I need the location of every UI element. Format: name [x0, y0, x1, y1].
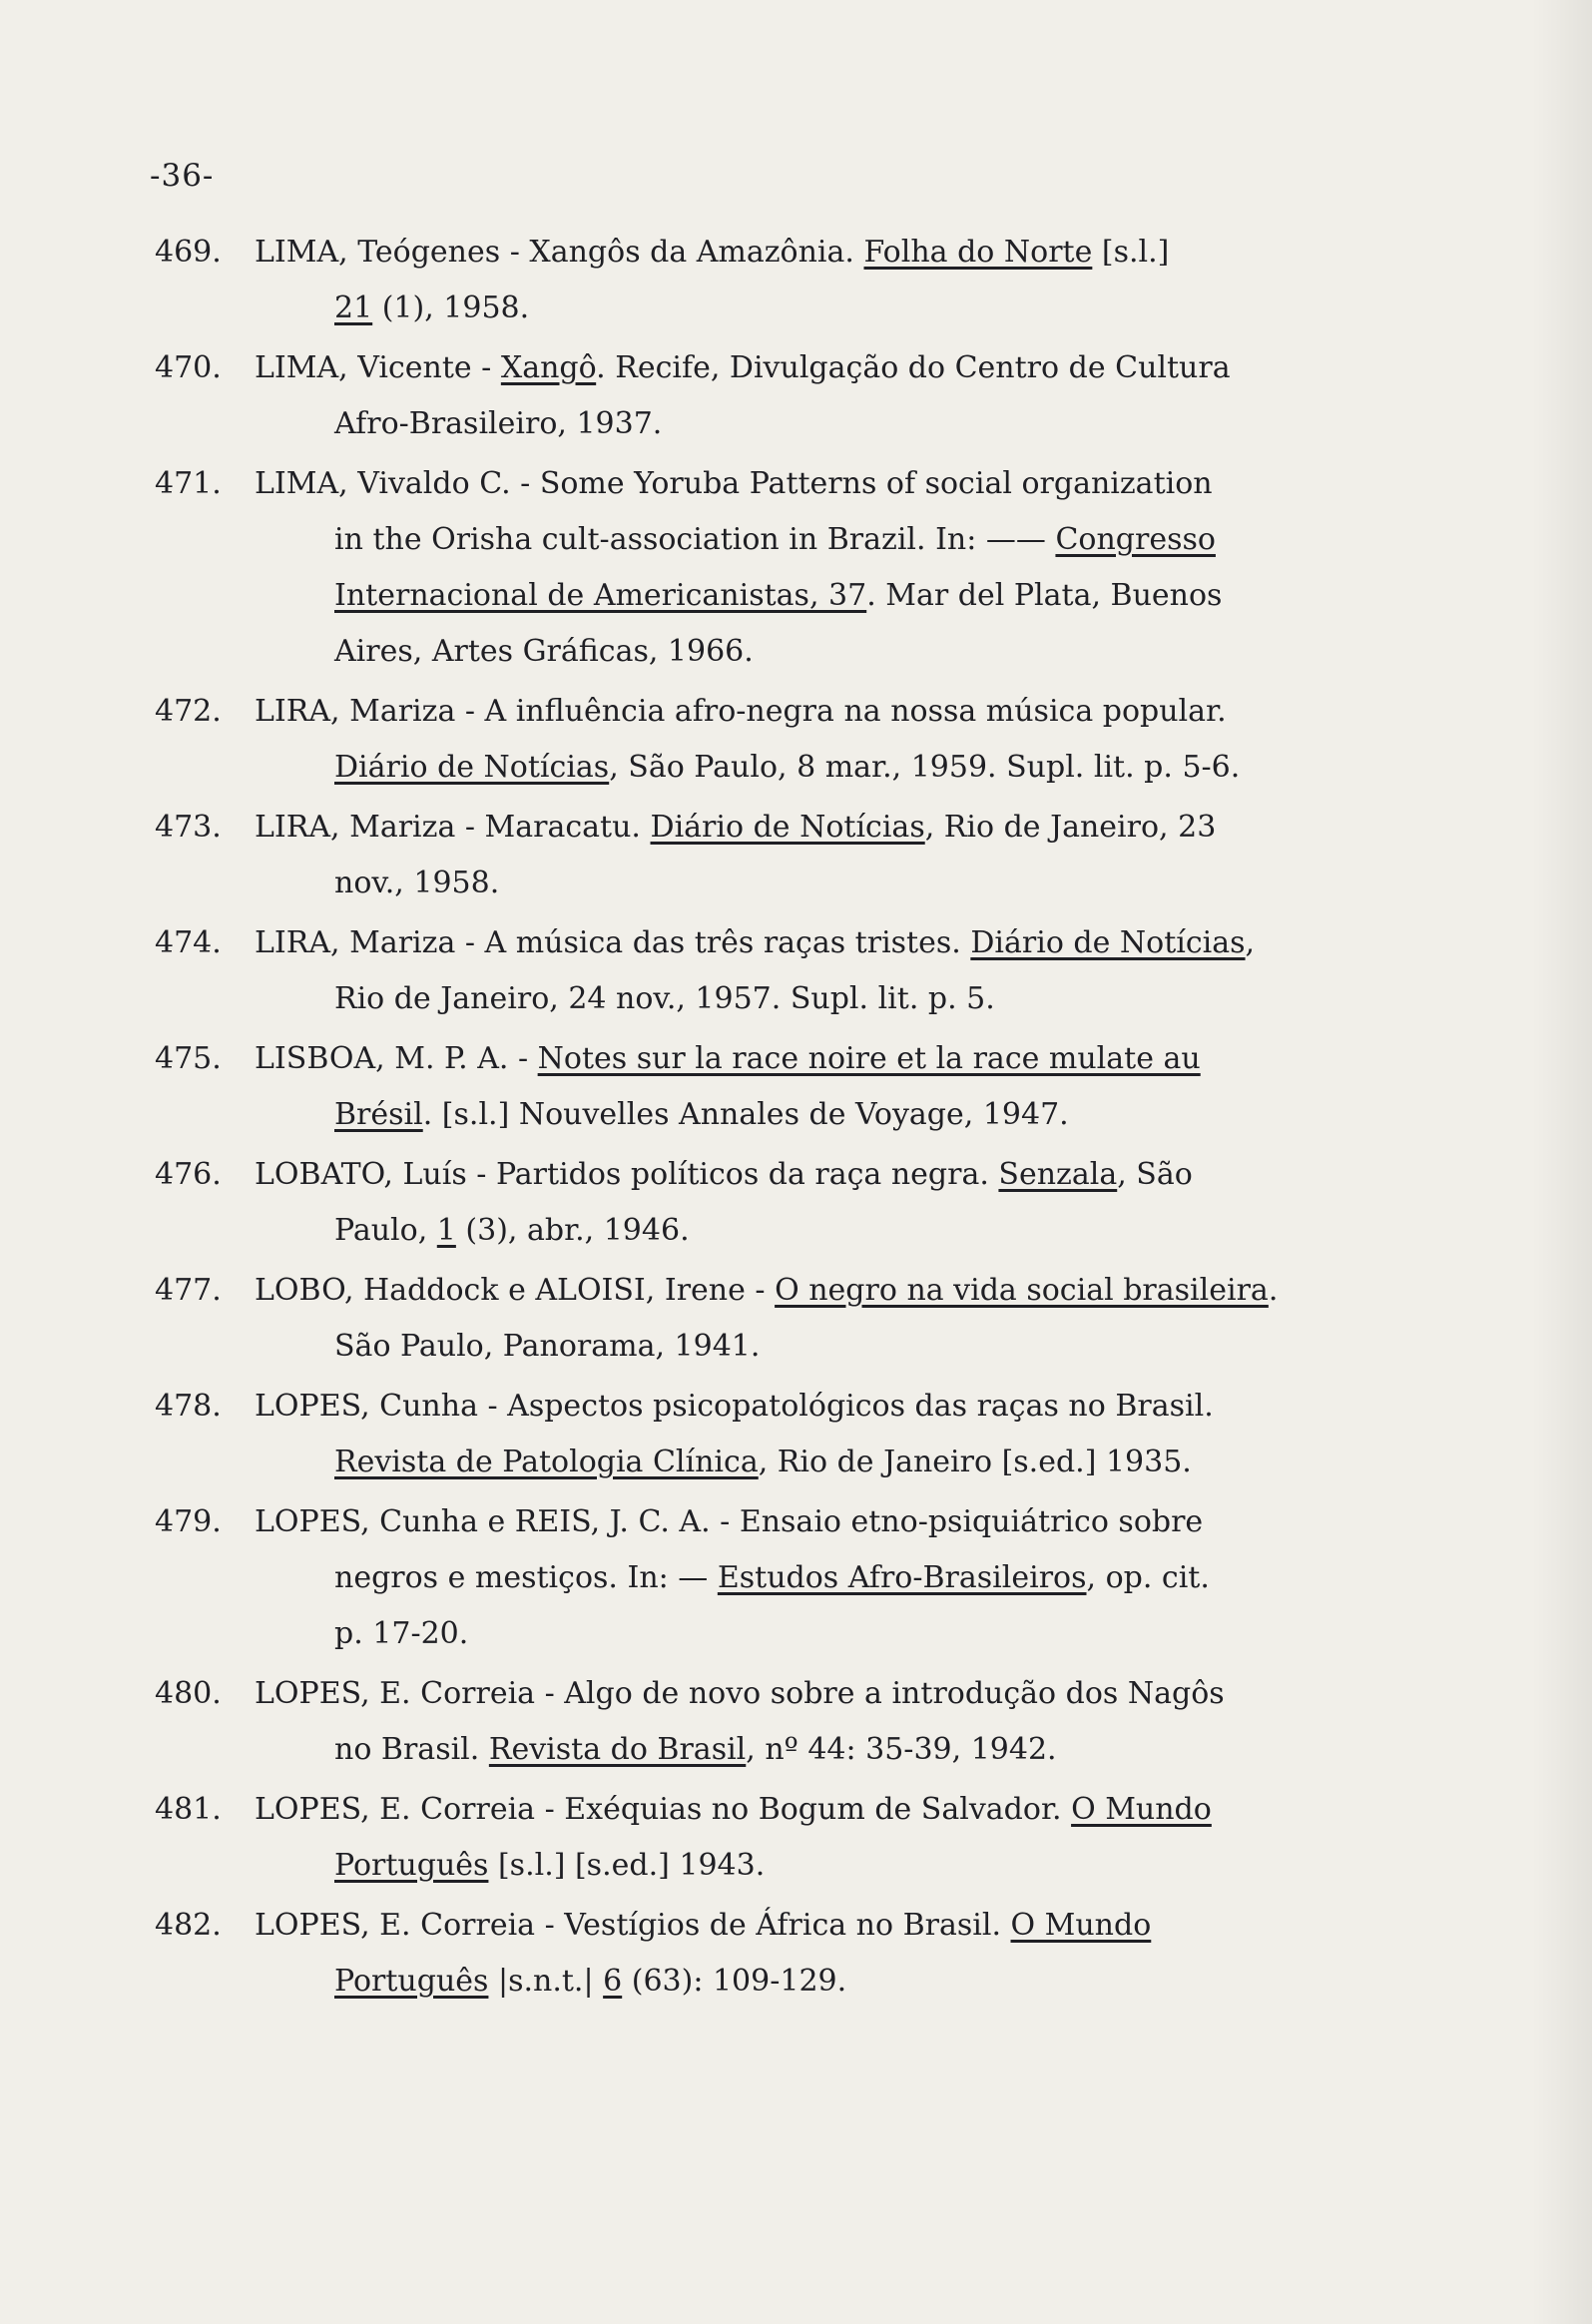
entry-text: [255, 456, 1422, 680]
entry-line: nov., 1958.: [334, 866, 500, 900]
entry-text: [255, 1379, 1422, 1490]
entry-line: p. 17-20.: [334, 1616, 469, 1651]
entry-line: LOPES, E. Correia - Algo de novo sobre a introdução dos Nagôs: [255, 1676, 1225, 1711]
entry-line: LOPES, Cunha - Aspectos psicopatológicos das raças no Brasil.: [255, 1389, 1214, 1424]
bibliography-entry: [155, 1898, 1422, 2010]
entry-text: [255, 1147, 1422, 1259]
entry-number: 469.: [155, 235, 222, 270]
entry-text: [255, 1898, 1422, 2010]
entry-line: LIMA, Vicente - Xangô. Recife, Divulgação do Centro de Cultura: [255, 350, 1231, 385]
entry-line: LISBOA, M. P. A. - Notes sur la race noire et la race mulate au: [255, 1041, 1201, 1076]
entry-text: [255, 1782, 1422, 1894]
bibliography-entry: [155, 800, 1422, 911]
entry-number: 481.: [155, 1792, 222, 1827]
entry-number: 477.: [155, 1273, 222, 1308]
entry-number: 473.: [155, 810, 222, 845]
entry-line: negros e mestiços. In: — Estudos Afro-Brasileiros, op. cit.: [334, 1560, 1210, 1595]
entry-text: [255, 1666, 1422, 1778]
entry-text: [255, 915, 1422, 1027]
bibliography-entry: [155, 1379, 1422, 1490]
entry-line: LOPES, E. Correia - Exéquias no Bogum de Salvador. O Mundo: [255, 1792, 1212, 1827]
entry-text: [255, 340, 1422, 452]
bibliography-entry: [155, 1147, 1422, 1259]
entry-line: no Brasil. Revista do Brasil, nº 44: 35-39, 1942.: [334, 1732, 1057, 1767]
entry-number: 472.: [155, 694, 222, 729]
entry-number: 476.: [155, 1157, 222, 1192]
entry-text: [255, 225, 1422, 336]
bibliography-entry: [155, 456, 1422, 680]
bibliography-entry: [155, 1782, 1422, 1894]
entry-text: [255, 1494, 1422, 1662]
entry-line: São Paulo, Panorama, 1941.: [334, 1329, 761, 1364]
entry-text: [255, 1031, 1422, 1143]
entry-number: 474.: [155, 925, 222, 960]
bibliography-entry: [155, 1494, 1422, 1662]
bibliography-entry: [155, 915, 1422, 1027]
entry-number: 471.: [155, 466, 222, 501]
page-edge-shadow: [1532, 0, 1592, 2324]
entry-number: 480.: [155, 1676, 222, 1711]
entry-line: 21 (1), 1958.: [334, 290, 530, 325]
entry-line: Revista de Patologia Clínica, Rio de Janeiro [s.ed.] 1935.: [334, 1445, 1192, 1479]
entry-number: 475.: [155, 1041, 222, 1076]
entry-line: Afro-Brasileiro, 1937.: [334, 406, 663, 441]
entry-line: LIRA, Mariza - A música das três raças tristes. Diário de Notícias,: [255, 925, 1256, 960]
entry-line: Brésil. [s.l.] Nouvelles Annales de Voyage, 1947.: [334, 1097, 1069, 1132]
entry-line: LIMA, Teógenes - Xangôs da Amazônia. Folha do Norte [s.l.]: [255, 235, 1170, 270]
bibliography-entry: [155, 684, 1422, 796]
entry-line: Rio de Janeiro, 24 nov., 1957. Supl. lit. p. 5.: [334, 981, 995, 1016]
bibliography-entry: [155, 225, 1422, 336]
bibliography-entry: [155, 1666, 1422, 1778]
entry-line: Paulo, 1 (3), abr., 1946.: [334, 1213, 690, 1248]
entry-line: Diário de Notícias, São Paulo, 8 mar., 1959. Supl. lit. p. 5-6.: [334, 750, 1241, 785]
entry-line: LIRA, Mariza - A influência afro-negra na nossa música popular.: [255, 694, 1227, 729]
entry-text: [255, 800, 1422, 911]
entry-number: 478.: [155, 1389, 222, 1424]
entry-number: 482.: [155, 1908, 222, 1943]
bibliography-list: [155, 225, 1422, 2014]
entry-line: LOBO, Haddock e ALOISI, Irene - O negro na vida social brasileira.: [255, 1273, 1279, 1308]
entry-text: [255, 1263, 1422, 1375]
entry-line: Aires, Artes Gráficas, 1966.: [334, 634, 754, 669]
entry-number: 479.: [155, 1504, 222, 1539]
entry-line: Português [s.l.] [s.ed.] 1943.: [334, 1848, 766, 1883]
entry-line: LIMA, Vivaldo C. - Some Yoruba Patterns of social organization: [255, 466, 1213, 501]
entry-line: LOBATO, Luís - Partidos políticos da raça negra. Senzala, São: [255, 1157, 1193, 1192]
entry-line: Internacional de Americanistas, 37. Mar del Plata, Buenos: [334, 578, 1223, 613]
entry-line: LIRA, Mariza - Maracatu. Diário de Notícias, Rio de Janeiro, 23: [255, 810, 1217, 845]
entry-text: [255, 684, 1422, 796]
bibliography-entry: [155, 1031, 1422, 1143]
bibliography-entry: [155, 1263, 1422, 1375]
entry-line: LOPES, Cunha e REIS, J. C. A. - Ensaio etno-psiquiátrico sobre: [255, 1504, 1204, 1539]
page-number: -36-: [150, 158, 215, 194]
entry-line: LOPES, E. Correia - Vestígios de África no Brasil. O Mundo: [255, 1908, 1152, 1943]
entry-line: Português |s.n.t.| 6 (63): 109-129.: [334, 1964, 847, 1999]
entry-line: in the Orisha cult-association in Brazil. In: —— Congresso: [334, 522, 1216, 557]
bibliography-entry: [155, 340, 1422, 452]
entry-number: 470.: [155, 350, 222, 385]
